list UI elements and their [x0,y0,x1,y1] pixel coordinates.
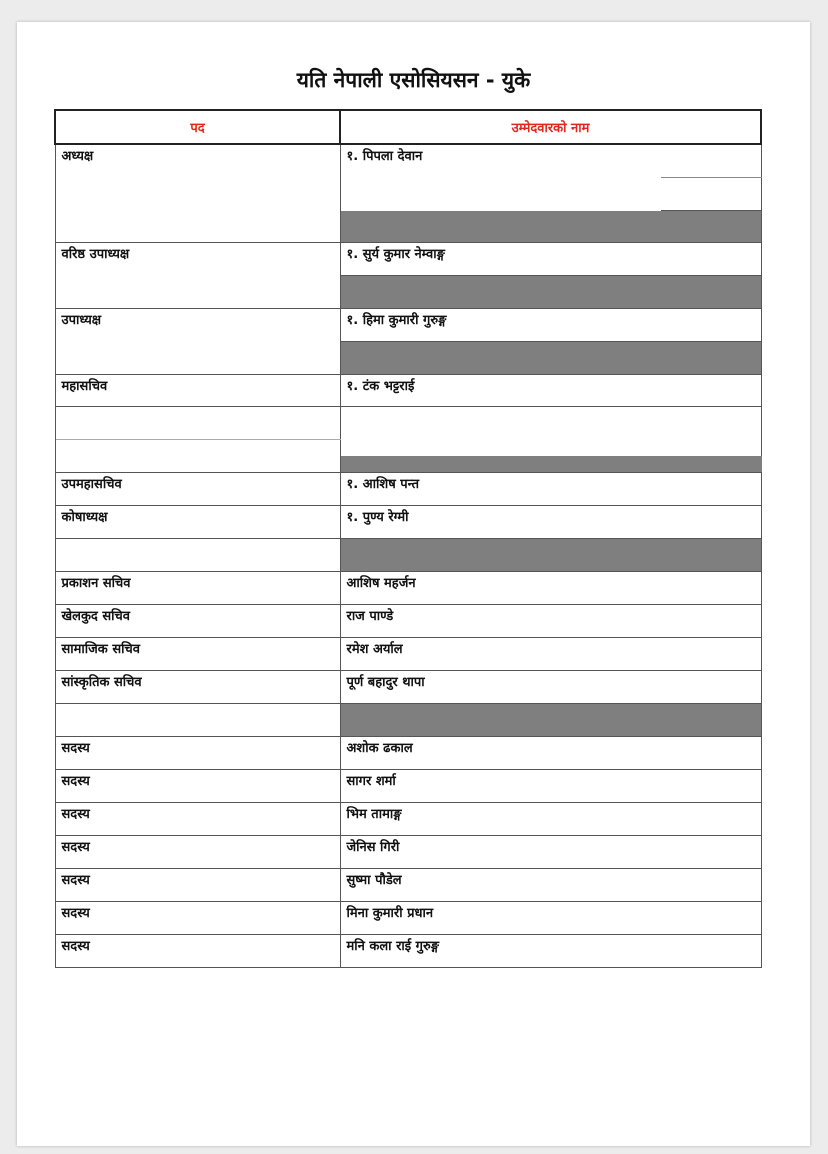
table-row [55,736,761,769]
table-row [55,472,761,505]
name-cell: जेनिस गिरी [340,835,761,868]
name-cell: मनि कला राई गुरुङ्ग [340,934,761,967]
table-row [55,901,761,934]
candidate-name: १. पिपला देवान [346,149,423,164]
post-cell: अध्यक्ष [55,144,340,242]
table-row [55,538,761,571]
redacted-cell [340,210,761,242]
candidates-table [54,109,762,968]
post-cell: महासचिव [55,374,340,406]
table-row [55,242,761,275]
post-cell: सामाजिक सचिव [55,637,340,670]
blank-cell [55,406,340,472]
name-cell: सुष्मा पौडेल [340,868,761,901]
name-cell: १. पुण्य रेग्मी [340,505,761,538]
post-cell: सदस्य [55,901,340,934]
post-cell: प्रकाशन सचिव [55,571,340,604]
redacted-cell [340,341,761,374]
post-cell: वरिष्ठ उपाध्यक्ष [55,242,340,308]
name-cell: रमेश अर्याल [340,637,761,670]
table-row [55,637,761,670]
name-cell [340,144,761,210]
post-cell: सदस्य [55,934,340,967]
table-row [55,505,761,538]
table-row [55,571,761,604]
name-cell: अशोक ढकाल [340,736,761,769]
table-header-row [55,110,761,144]
table-row [55,802,761,835]
post-cell: सदस्य [55,736,340,769]
table-row [55,703,761,736]
post-cell: उपाध्यक्ष [55,308,340,374]
name-cell: पूर्ण बहादुर थापा [340,670,761,703]
redacted-strip [341,456,762,472]
divider [661,177,762,178]
post-cell: सदस्य [55,835,340,868]
header-candidate: उम्मेदवारको नाम [340,110,761,144]
redacted-cell [340,703,761,736]
name-cell: सागर शर्मा [340,769,761,802]
table-row [55,934,761,967]
post-cell: उपमहासचिव [55,472,340,505]
table-row [55,374,761,406]
table-row [55,769,761,802]
post-cell: सदस्य [55,769,340,802]
redacted-cell [340,275,761,308]
table-row [55,868,761,901]
name-cell: १. आशिष पन्त [340,472,761,505]
document-title: यति नेपाली एसोसियसन - युके [296,68,531,92]
name-cell: १. हिमा कुमारी गुरुङ्ग [340,308,761,341]
blank-cell [340,406,761,472]
name-cell: राज पाण्डे [340,604,761,637]
post-cell: सदस्य [55,802,340,835]
table-row [55,308,761,341]
name-cell: मिना कुमारी प्रधान [340,901,761,934]
name-cell: भिम तामाङ्ग [340,802,761,835]
name-cell: आशिष महर्जन [340,571,761,604]
post-cell: सांस्कृतिक सचिव [55,670,340,703]
table-row [55,670,761,703]
redacted-cell [340,538,761,571]
table-row [55,144,761,210]
post-cell: सदस्य [55,868,340,901]
name-cell: १. टंक भट्टराई [340,374,761,406]
table-row [55,604,761,637]
blank-cell [55,703,340,736]
name-cell: १. सुर्य कुमार नेम्वाङ्ग [340,242,761,275]
header-post: पद [55,110,340,144]
divider [56,439,341,440]
table-row [55,835,761,868]
post-cell: कोषाध्यक्ष [55,505,340,538]
post-cell: खेलकुद सचिव [55,604,340,637]
blank-cell [55,538,340,571]
table-row [55,406,761,472]
document-page [17,22,810,1146]
